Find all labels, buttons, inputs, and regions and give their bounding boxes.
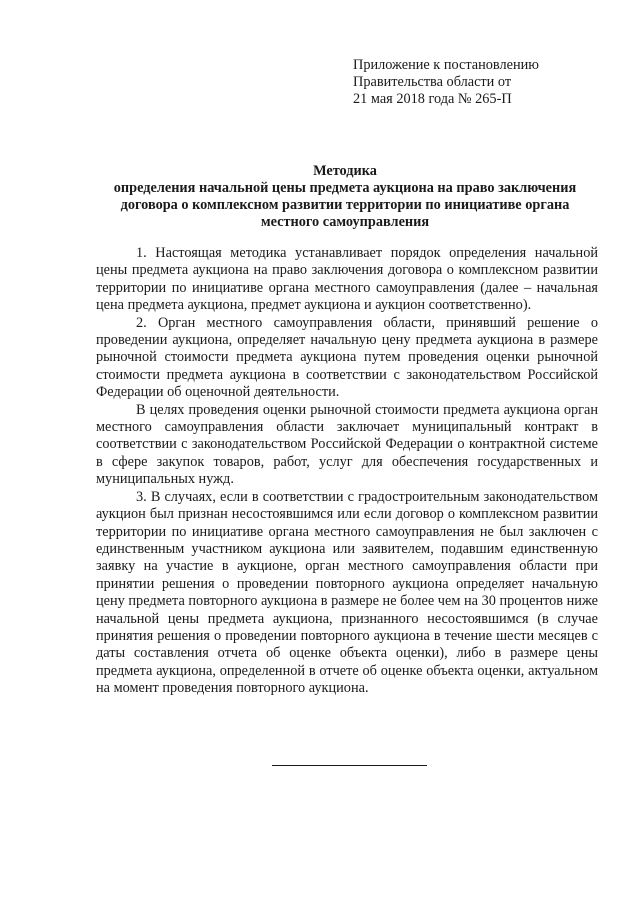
appendix-line: Правительства области от (353, 74, 512, 90)
paragraph-2-continued: В целях проведения оценки рыночной стоимости предмета аукциона орган местного самоуправления области заключает муниципальный контракт в соответствии с законодательством Российской Федерации о контрактной системе в сфере закупок товаров, работ, услуг для обеспечения государственных и муниципальных нужд. (96, 401, 598, 488)
paragraph-2: 2. Орган местного самоуправления области, принявший решение о проведении аукциона, определяет начальную цену предмета аукциона в размере рыночной стоимости предмета аукциона путем проведения оценки рыночной стоимости предмета аукциона в соответствии с законодательством Российской Федерации об оценочной деятельности. (96, 314, 598, 401)
document-body (96, 245, 598, 698)
appendix-line: 21 мая 2018 года № 265-П (353, 91, 512, 107)
closing-divider (272, 765, 427, 766)
title-heading: Методика (313, 163, 377, 179)
title-line: определения начальной цены предмета аукциона на право заключения (113, 180, 577, 196)
appendix-line: Приложение к постановлению (353, 57, 539, 73)
paragraph-1: 1. Настоящая методика устанавливает порядок определения начальной цены предмета аукциона на право заключения договора о комплексном развитии территории по инициативе органа местного самоуправления (далее – начальная цена предмета аукциона, предмет аукциона и аукцион соответственно). (96, 245, 598, 314)
appendix-reference (353, 57, 539, 108)
title-line: договора о комплексном развитии территории по инициативе органа (120, 197, 570, 213)
paragraph-3: 3. В случаях, если в соответствии с градостроительным законодательством аукцион был признан несостоявшимся или если договор о комплексном развитии территории по инициативе органа местного самоуправления не был заключен с единственным участником аукциона или заявителем, подавшим единственную заявку на участие в аукционе, орган местного самоуправления области при принятии решения о проведении повторного аукциона определяет начальную цену предмета повторного аукциона в размере не более чем на 30 процентов ниже начальной цены предмета аукциона, признанного несостоявшимся (в случае принятия решения о проведении повторного аукциона в течение шести месяцев с даты составления отчета об оценке объекта оценки), либо в размере цены предмета аукциона, определенной в отчете об оценке объекта оценки, актуальном на момент проведения повторного аукциона. (96, 488, 598, 697)
title-line: местного самоуправления (260, 214, 430, 230)
document-title (95, 163, 595, 231)
